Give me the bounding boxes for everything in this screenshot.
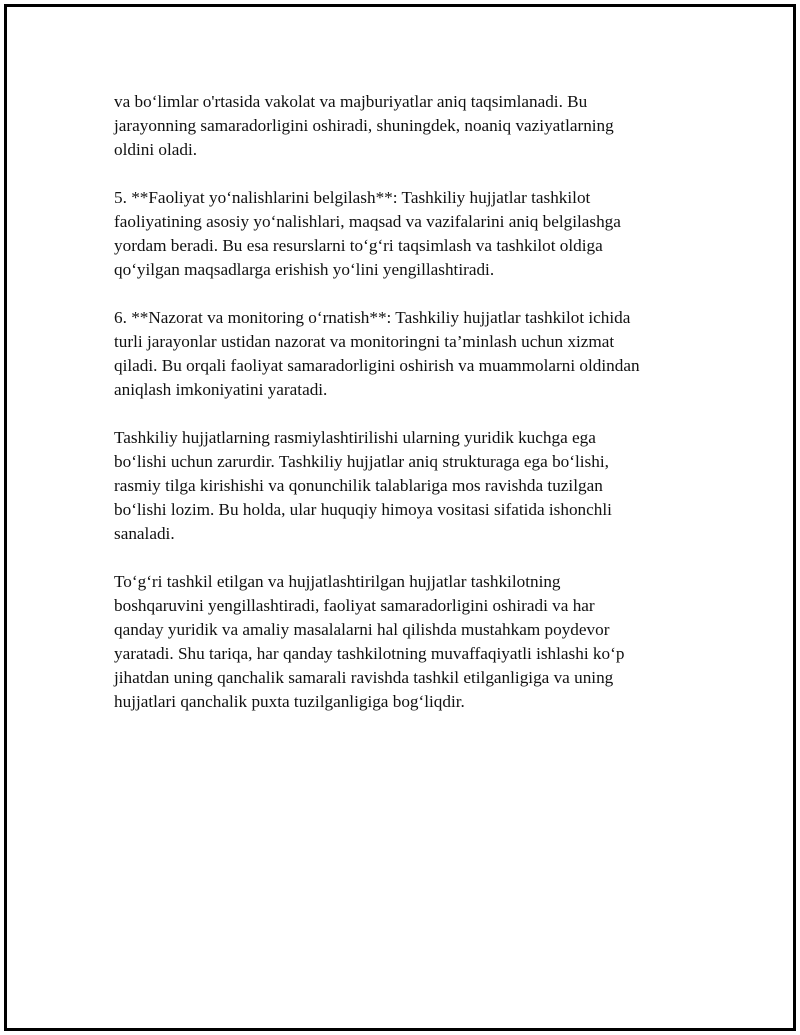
text-line: To‘g‘ri tashkil etilgan va hujjatlashtirilgan hujjatlar tashkilotning bbox=[114, 572, 561, 591]
text-line: 5. **Faoliyat yo‘nalishlarini belgilash**: Tashkiliy hujjatlar tashkilot bbox=[114, 188, 591, 207]
text-line: faoliyatining asosiy yo‘nalishlari, maqsad va vazifalarini aniq belgilashga bbox=[114, 212, 621, 231]
text-line: oldini oladi. bbox=[114, 140, 198, 159]
text-line: 6. **Nazorat va monitoring o‘rnatish**: Tashkiliy hujjatlar tashkilot ichida bbox=[114, 308, 631, 327]
paragraph-conclusion bbox=[114, 570, 694, 714]
text-line: hujjatlari qanchalik puxta tuzilganligiga bog‘liqdir. bbox=[114, 692, 465, 711]
text-line: va bo‘limlar o'rtasida vakolat va majburiyatlar aniq taqsimlanadi. Bu bbox=[114, 92, 588, 111]
text-line: bo‘lishi lozim. Bu holda, ular huquqiy himoya vositasi sifatida ishonchli bbox=[114, 500, 612, 519]
paragraph-continuation bbox=[114, 90, 694, 162]
text-line: rasmiy tilga kirishishi va qonunchilik talablariga mos ravishda tuzilgan bbox=[114, 476, 603, 495]
text-line: yaratadi. Shu tariqa, har qanday tashkilotning muvaffaqiyatli ishlashi ko‘p bbox=[114, 644, 625, 663]
text-line: turli jarayonlar ustidan nazorat va monitoringni ta’minlash uchun xizmat bbox=[114, 332, 615, 351]
text-line: jarayonning samaradorligini oshiradi, shuningdek, noaniq vaziyatlarning bbox=[114, 116, 614, 135]
paragraph-item-5 bbox=[114, 186, 694, 282]
paragraph-formalization bbox=[114, 426, 694, 546]
text-line: bo‘lishi uchun zarurdir. Tashkiliy hujjatlar aniq strukturaga ega bo‘lishi, bbox=[114, 452, 609, 471]
text-line: sanaladi. bbox=[114, 524, 175, 543]
text-line: aniqlash imkoniyatini yaratadi. bbox=[114, 380, 328, 399]
text-line: qiladi. Bu orqali faoliyat samaradorligini oshirish va muammolarni oldindan bbox=[114, 356, 640, 375]
text-line: boshqaruvini yengillashtiradi, faoliyat samaradorligini oshiradi va har bbox=[114, 596, 595, 615]
document-body bbox=[114, 90, 694, 738]
paragraph-item-6 bbox=[114, 306, 694, 402]
text-line: yordam beradi. Bu esa resurslarni to‘g‘ri taqsimlash va tashkilot oldiga bbox=[114, 236, 603, 255]
text-line: Tashkiliy hujjatlarning rasmiylashtirilishi ularning yuridik kuchga ega bbox=[114, 428, 596, 447]
text-line: jihatdan uning qanchalik samarali ravishda tashkil etilganligiga va uning bbox=[114, 668, 614, 687]
text-line: qanday yuridik va amaliy masalalarni hal qilishda mustahkam poydevor bbox=[114, 620, 610, 639]
text-line: qo‘yilgan maqsadlarga erishish yo‘lini yengillashtiradi. bbox=[114, 260, 495, 279]
